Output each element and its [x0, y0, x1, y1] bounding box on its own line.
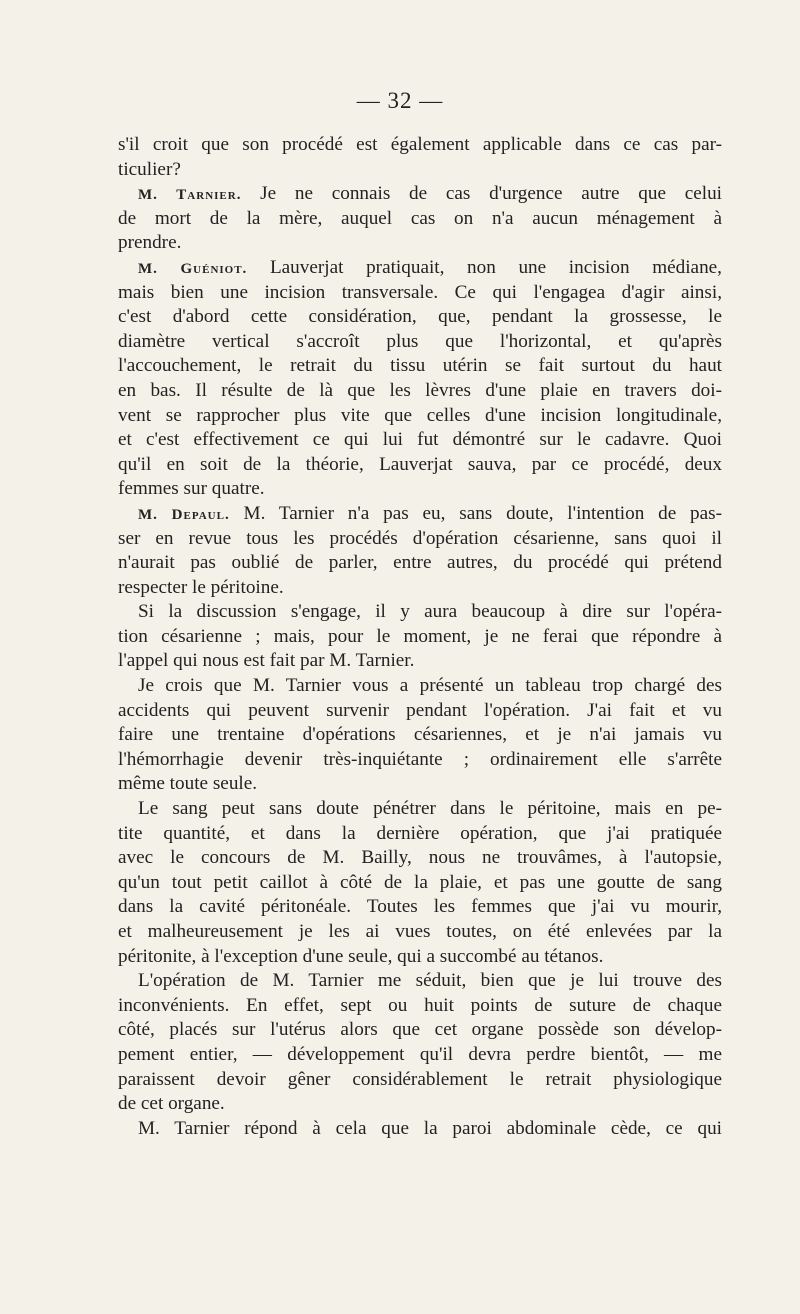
text-line: [118, 969, 722, 994]
line-text: ticulier?: [118, 158, 181, 180]
text-line: [118, 649, 722, 674]
text-line: [118, 1043, 722, 1068]
line-text: avec le concours de M. Bailly, nous ne trouvâmes, à l'autopsie,: [118, 847, 722, 869]
line-text: femmes sur quatre.: [118, 478, 265, 500]
line-text: inconvénients. En effet, sept ou huit points de suture de chaque: [118, 994, 722, 1016]
line-text: qu'il en soit de la théorie, Lauverjat sauva, par ce procédé, deux: [118, 453, 722, 475]
line-text: faire une trentaine d'opérations césariennes, et je n'ai jamais vu: [118, 724, 722, 746]
line-text: M. Tarnier n'a pas eu, sans doute, l'intention de pas-: [229, 502, 722, 524]
line-text: l'hémorrhagie devenir très-inquiétante ; ordinairement elle s'arrête: [118, 748, 722, 770]
speaker-name: M. Tarnier.: [138, 187, 242, 204]
line-text: M. Tarnier répond à cela que la paroi abdominale cède, ce qui: [138, 1117, 722, 1139]
line-text: Si la discussion s'engage, il y aura beaucoup à dire sur l'opéra-: [138, 601, 722, 623]
line-text: diamètre vertical s'accroît plus que l'horizontal, et qu'après: [118, 330, 722, 352]
line-text: de cet organe.: [118, 1093, 225, 1115]
line-text: qu'un tout petit caillot à côté de la plaie, et pas une goutte de sang: [118, 871, 722, 893]
text-line: [118, 158, 722, 183]
line-text: vent se rapprocher plus vite que celles d'une incision longitudinale,: [118, 404, 722, 426]
line-text: péritonite, à l'exception d'une seule, qui a succombé au tétanos.: [118, 945, 604, 967]
line-text: Lauverjat pratiquait, non une incision médiane,: [247, 256, 722, 278]
text-line: [118, 404, 722, 429]
text-line: [118, 797, 722, 822]
text-line: [118, 625, 722, 650]
text-line: [118, 453, 722, 478]
line-text: même toute seule.: [118, 773, 258, 795]
text-line: [118, 945, 722, 970]
text-line: [118, 477, 722, 502]
text-line: [118, 600, 722, 625]
line-text: l'appel qui nous est fait par M. Tarnier.: [118, 650, 415, 672]
line-text: tion césarienne ; mais, pour le moment, je ne ferai que répondre à: [118, 625, 722, 647]
text-line: [118, 256, 722, 281]
line-text: l'accouchement, le retrait du tissu utérin se fait surtout du haut: [118, 355, 722, 377]
line-text: en bas. Il résulte de là que les lèvres d'une plaie en travers doi-: [118, 379, 722, 401]
line-text: s'il croit que son procédé est également applicable dans ce cas par-: [118, 134, 722, 155]
text-line: [118, 846, 722, 871]
text-line: [118, 576, 722, 601]
line-text: prendre.: [118, 232, 182, 254]
text-line: [118, 822, 722, 847]
text-line: [118, 330, 722, 355]
text-line: [118, 133, 722, 158]
line-text: et malheureusement je les ai vues toutes, on été enlevées par la: [118, 921, 722, 942]
text-line: [118, 207, 722, 232]
text-line: [118, 674, 722, 699]
line-text: n'aurait pas oublié de parler, entre autres, du procédé qui prétend: [118, 552, 722, 574]
line-text: Le sang peut sans doute pénétrer dans le péritoine, mais en pe-: [138, 798, 722, 820]
text-line: [118, 748, 722, 773]
page-number: — 32 —: [356, 88, 444, 113]
text-line: [118, 699, 722, 724]
line-text: de mort de la mère, auquel cas on n'a aucun ménagement à: [118, 207, 722, 229]
text-line: [118, 182, 722, 207]
line-text: ser en revue tous les procédés d'opération césarienne, sans quoi il: [118, 527, 722, 549]
body-text: [118, 133, 722, 1141]
line-text: c'est d'abord cette considération, que, pendant la grossesse, le: [118, 306, 722, 328]
line-text: dans la cavité péritonéale. Toutes les femmes que j'ai vu mourir,: [118, 896, 722, 918]
text-line: [118, 723, 722, 748]
text-line: [118, 871, 722, 896]
line-text: paraissent devoir gêner considérablement le retrait physiologique: [118, 1068, 722, 1090]
text-line: [118, 305, 722, 330]
line-text: pement entier, — développement qu'il devra perdre bientôt, — me: [118, 1043, 722, 1065]
text-line: [118, 1068, 722, 1093]
line-text: L'opération de M. Tarnier me séduit, bien que je lui trouve des: [138, 970, 722, 992]
text-line: [118, 920, 722, 945]
text-line: [118, 1117, 722, 1142]
text-line: [118, 551, 722, 576]
text-line: [118, 231, 722, 256]
line-text: côté, placés sur l'utérus alors que cet organe possède son dévelop-: [118, 1019, 722, 1041]
line-text: Je crois que M. Tarnier vous a présenté un tableau trop chargé des: [138, 675, 722, 697]
text-line: [118, 502, 722, 527]
line-text: et c'est effectivement ce qui lui fut démontré sur le cadavre. Quoi: [118, 429, 722, 451]
text-line: [118, 281, 722, 306]
text-line: [118, 379, 722, 404]
text-line: [118, 895, 722, 920]
text-line: [118, 1018, 722, 1043]
text-line: [118, 1092, 722, 1117]
text-line: [118, 772, 722, 797]
line-text: accidents qui peuvent survenir pendant l'opération. J'ai fait et vu: [118, 699, 722, 721]
speaker-name: M. Depaul.: [138, 506, 230, 523]
line-text: tite quantité, et dans la dernière opération, que j'ai pratiquée: [118, 822, 722, 844]
text-line: [118, 527, 722, 552]
text-line: [118, 994, 722, 1019]
line-text: respecter le péritoine.: [118, 576, 284, 598]
line-text: Je ne connais de cas d'urgence autre que celui: [241, 183, 723, 205]
line-text: mais bien une incision transversale. Ce qui l'engagea d'agir ainsi,: [118, 281, 722, 303]
text-line: [118, 354, 722, 379]
speaker-name: M. Guéniot.: [138, 260, 248, 277]
text-line: [118, 428, 722, 453]
